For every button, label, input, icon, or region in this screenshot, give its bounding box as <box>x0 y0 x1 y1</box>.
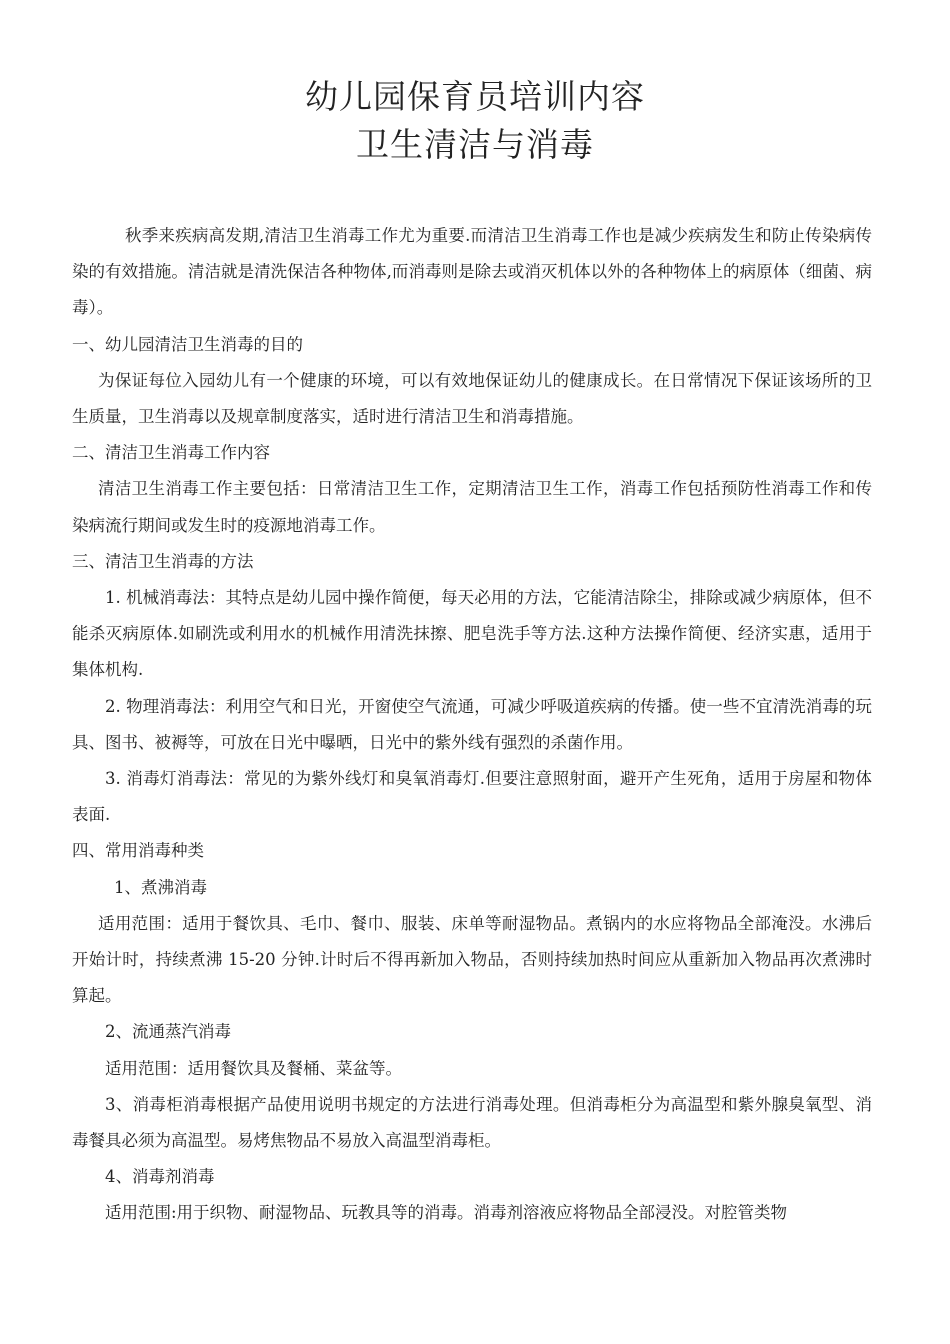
section-heading-4: 四、常用消毒种类 <box>72 841 204 861</box>
section-heading-3: 三、清洁卫生消毒的方法 <box>72 551 254 571</box>
method-item-1: 1. 机械消毒法：其特点是幼儿园中操作简便，每天必用的方法，它能清洁除尘，排除或减少病原体，但不能杀灭病原体.如刷洗或利用水的机械作用清洗抹擦、肥皂洗手等方法.这种方法操作简便、经济实惠，适用于集体机构. <box>72 588 872 680</box>
method-item-3: 3. 消毒灯消毒法：常见的为紫外线灯和臭氧消毒灯.但要注意照射面，避开产生死角，适用于房屋和物体表面. <box>72 769 872 825</box>
paragraph: 3、消毒柜消毒根据产品使用说明书规定的方法进行消毒处理。但消毒柜分为高温型和紫外腺臭氧型、消毒餐具必须为高温型。易烤焦物品不易放入高温型消毒柜。 <box>72 1094 872 1151</box>
paragraph: 适用范围：适用于餐饮具、毛巾、餐巾、服装、床单等耐湿物品。煮锅内的水应将物品全部淹没。水沸后开始计时，持续煮沸 15-20 分钟.计时后不得再新加入物品，否则持续加热时间应从重新加入物品再次煮沸时算起。 <box>72 913 872 1006</box>
paragraph: 清洁卫生消毒工作主要包括：日常清洁卫生工作，定期清洁卫生工作，消毒工作包括预防性消毒工作和传染病流行期间或发生时的疫源地消毒工作。 <box>72 479 872 535</box>
section-heading-2: 二、清洁卫生消毒工作内容 <box>72 443 270 463</box>
subsection-heading-2: 2、流通蒸汽消毒 <box>105 1022 231 1042</box>
subsection-heading-4: 4、消毒剂消毒 <box>105 1167 215 1187</box>
subsection-heading-1: 1、煮沸消毒 <box>114 877 207 897</box>
intro-paragraph: 秋季来疾病高发期,清洁卫生消毒工作尤为重要.而清洁卫生消毒工作也是减少疾病发生和防止传染病传染的有效措施。清洁就是清洗保洁各种物体,而消毒则是除去或消灭机体以外的各种物体上的病原体（细菌、病毒）。 <box>72 226 872 318</box>
document-body <box>72 218 872 1232</box>
paragraph: 为保证每位入园幼儿有一个健康的环境，可以有效地保证幼儿的健康成长。在日常情况下保证该场所的卫生质量，卫生消毒以及规章制度落实，适时进行清洁卫生和消毒措施。 <box>72 370 872 427</box>
method-item-2: 2. 物理消毒法：利用空气和日光，开窗使空气流通，可减少呼吸道疾病的传播。使一些不宜清洗消毒的玩具、图书、被褥等，可放在日光中曝晒，日光中的紫外线有强烈的杀菌作用。 <box>72 696 872 752</box>
document-subtitle: 卫生清洁与消毒 <box>356 125 594 164</box>
paragraph: 适用范围：适用餐饮具及餐桶、菜盆等。 <box>105 1058 402 1078</box>
paragraph: 适用范围:用于织物、耐湿物品、玩教具等的消毒。消毒剂溶液应将物品全部浸没。对腔管类物 <box>105 1203 788 1223</box>
document-title: 幼儿园保育员培训内容 <box>305 77 645 116</box>
section-heading-1: 一、幼儿园清洁卫生消毒的目的 <box>72 334 303 354</box>
